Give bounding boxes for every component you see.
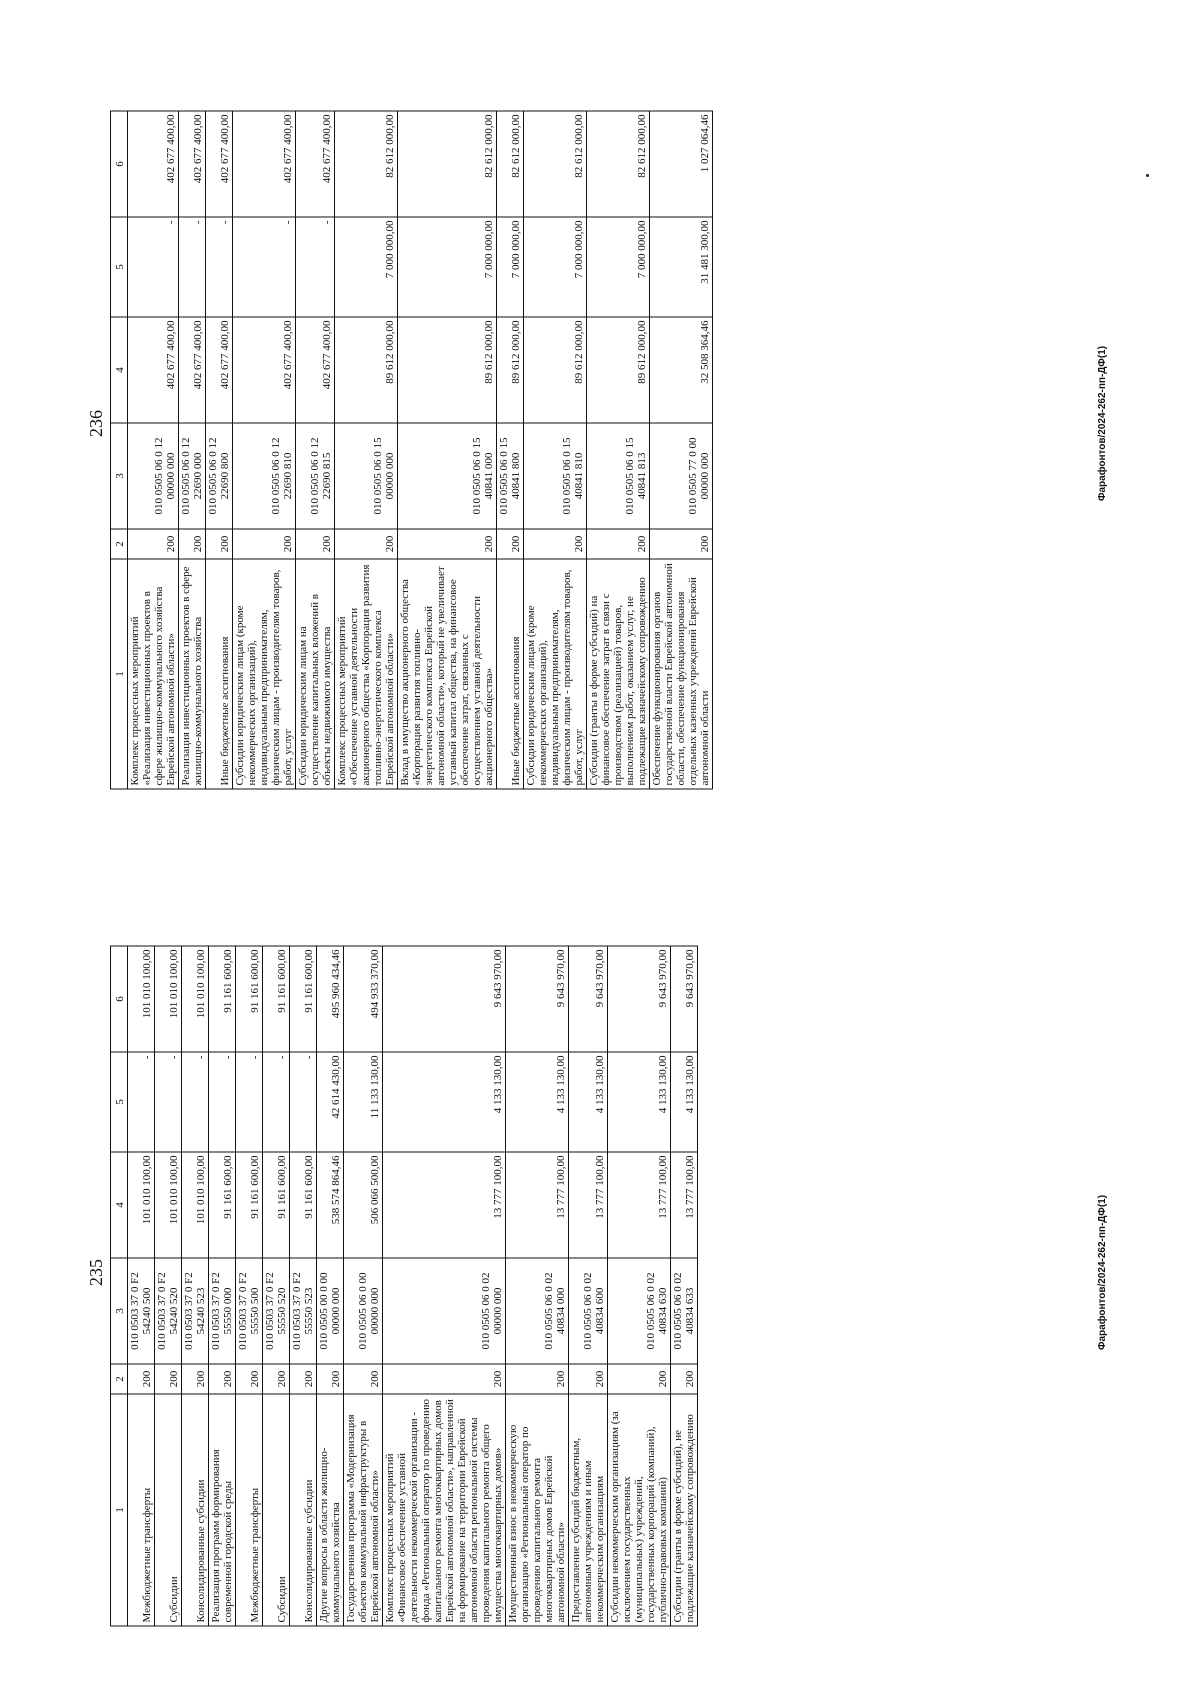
row-code-cell: 200 [263, 1364, 290, 1394]
row-code-cell: 200 [182, 1364, 209, 1394]
table-row [209, 946, 236, 1626]
col-header: 3 [111, 1258, 128, 1364]
row-csr-cell: 010 0505 06 0 15 40841 810 [524, 423, 587, 529]
row-code-cell: 200 [650, 529, 713, 559]
row-csr-cell: 010 0505 06 0 15 40841 000 [398, 423, 497, 529]
row-value-col6: 101 010 100,00 [182, 946, 209, 1052]
row-value-col6: 82 612 000,00 [398, 111, 497, 217]
row-value-col5: - [233, 217, 296, 317]
row-value-col4: 89 612 000,00 [524, 317, 587, 423]
row-name-cell: Субсидии (гранты в форме субсидий) на финансовое обеспечение затрат в связи с производством (реализацией) товаров, выполнением работ, оказанием услуг, не подлежащие казначейскому сопровождению [587, 559, 650, 789]
row-name-cell: Реализация инвестиционных проектов в сфере жилищно-коммунального хозяйства [179, 559, 206, 789]
row-code-cell: 200 [335, 529, 398, 559]
row-value-col5: - [155, 1052, 182, 1152]
row-name-cell: Вклад в имущество акционерного общества «Корпорация развития топливно-энергетического комплекса Еврейской автономной области», который не увеличивает уставный капитал общества, на финансовое обеспечение затрат, связанных с осуществлением уставной деятельности акционерного общества» [398, 559, 497, 789]
row-value-col4: 32 508 364,46 [650, 317, 713, 423]
row-name-cell: Межбюджетные трансферты [236, 1394, 263, 1626]
row-value-col6: 91 161 600,00 [263, 946, 290, 1052]
row-value-col5: - [296, 217, 335, 317]
table-row [524, 111, 587, 789]
row-value-col5: - [209, 1052, 236, 1152]
row-value-col4: 538 574 864,46 [317, 1152, 344, 1258]
col-header: 6 [111, 111, 128, 217]
row-csr-cell: 010 0505 06 0 12 22690 000 [179, 423, 206, 529]
row-name-cell: Реализация программ формирования современной городской среды [209, 1394, 236, 1626]
row-value-col5: 7 000 000,00 [398, 217, 497, 317]
col-header: 3 [111, 423, 128, 529]
row-value-col4: 89 612 000,00 [587, 317, 650, 423]
row-value-col6: 402 677 400,00 [296, 111, 335, 217]
row-value-col6: 402 677 400,00 [233, 111, 296, 217]
row-name-cell: Комплекс процессных мероприятий «Обеспечение уставной деятельности акционерного общества «Корпорация развития топливно-энергетического комплекса Еврейской автономной области» [335, 559, 398, 789]
row-value-col6: 91 161 600,00 [209, 946, 236, 1052]
row-value-col4: 101 010 100,00 [128, 1152, 155, 1258]
row-csr-cell: 010 0503 37 0 F2 55550 500 [236, 1258, 263, 1364]
row-code-cell: 200 [233, 529, 296, 559]
row-value-col6: 402 677 400,00 [179, 111, 206, 217]
row-value-col6: 402 677 400,00 [128, 111, 179, 217]
row-value-col5: - [182, 1052, 209, 1152]
row-name-cell: Субсидии (гранты в форме субсидий), не подлежащие казначейскому сопровождению [671, 1394, 698, 1626]
row-code-cell: 200 [587, 529, 650, 559]
row-csr-cell: 010 0505 06 0 15 00000 000 [335, 423, 398, 529]
row-csr-cell: 010 0505 06 0 12 22690 815 [296, 423, 335, 529]
row-value-col4: 506 066 500,00 [344, 1152, 383, 1258]
footer-doc-id: Фарафонтов/2024-262-пп-ДФ(1) [1097, 345, 1108, 502]
row-code-cell: 200 [179, 529, 206, 559]
row-value-col4: 89 612 000,00 [497, 317, 524, 423]
row-value-col4: 89 612 000,00 [398, 317, 497, 423]
table-row [344, 946, 383, 1626]
page-235 [0, 849, 1200, 1697]
row-value-col6: 402 677 400,00 [206, 111, 233, 217]
row-csr-cell: 010 0505 00 0 00 00000 000 [317, 1258, 344, 1364]
row-value-col6: 9 643 970,00 [569, 946, 608, 1052]
row-csr-cell: 010 0503 37 0 F2 55550 000 [209, 1258, 236, 1364]
row-value-col6: 9 643 970,00 [608, 946, 671, 1052]
page-number: 235 [86, 1259, 106, 1286]
table-row [335, 111, 398, 789]
row-value-col6: 82 612 000,00 [524, 111, 587, 217]
col-header: 2 [111, 529, 128, 559]
page-236 [0, 0, 1200, 848]
row-value-col5: 11 133 130,00 [344, 1052, 383, 1152]
table-row [650, 111, 713, 789]
row-value-col5: - [128, 1052, 155, 1152]
row-value-col6: 494 933 370,00 [344, 946, 383, 1052]
row-code-cell: 200 [296, 529, 335, 559]
row-value-col4: 91 161 600,00 [263, 1152, 290, 1258]
row-value-col5: - [179, 217, 206, 317]
row-code-cell: 200 [671, 1364, 698, 1394]
table-body [128, 111, 713, 789]
header-row [111, 111, 128, 789]
row-csr-cell: 010 0505 06 0 02 40834 600 [569, 1258, 608, 1364]
row-csr-cell: 010 0503 37 0 F2 54240 523 [182, 1258, 209, 1364]
row-csr-cell: 010 0505 77 0 00 00000 000 [650, 423, 713, 529]
row-value-col5: 7 000 000,00 [497, 217, 524, 317]
row-value-col4: 402 677 400,00 [179, 317, 206, 423]
table-row [506, 946, 569, 1626]
row-value-col5: - [236, 1052, 263, 1152]
table-row [587, 111, 650, 789]
row-name-cell: Иные бюджетные ассигнования [206, 559, 233, 789]
row-code-cell: 200 [128, 1364, 155, 1394]
table-row [296, 111, 335, 789]
row-value-col5: - [206, 217, 233, 317]
row-name-cell: Субсидии юридическим лицам (кроме некоммерческих организаций), индивидуальным предпринимателям, физическим лицам - производителям товаров, работ, услуг [524, 559, 587, 789]
row-code-cell: 200 [155, 1364, 182, 1394]
page-number: 236 [86, 410, 106, 437]
row-value-col6: 82 612 000,00 [587, 111, 650, 217]
row-csr-cell: 010 0505 06 0 00 00000 000 [344, 1258, 383, 1364]
row-value-col5: 4 133 130,00 [383, 1052, 506, 1152]
table-row [128, 111, 179, 789]
row-value-col5: 7 000 000,00 [587, 217, 650, 317]
row-value-col6: 82 612 000,00 [335, 111, 398, 217]
row-csr-cell: 010 0503 37 0 F2 54240 520 [155, 1258, 182, 1364]
budget-table [110, 946, 698, 1627]
row-code-cell: 200 [128, 529, 179, 559]
row-value-col5: 4 133 130,00 [671, 1052, 698, 1152]
scan-speck [1146, 174, 1149, 177]
row-name-cell: Имущественный взнос в некоммерческую организацию «Региональный оператор по проведению капитального ремонта многоквартирных домов Еврейской автономной области» [506, 1394, 569, 1626]
row-value-col4: 89 612 000,00 [335, 317, 398, 423]
row-name-cell: Субсидии [155, 1394, 182, 1626]
row-value-col5: 7 000 000,00 [335, 217, 398, 317]
col-header: 5 [111, 217, 128, 317]
row-name-cell: Консолидированные субсидии [290, 1394, 317, 1626]
row-value-col4: 101 010 100,00 [182, 1152, 209, 1258]
row-name-cell: Консолидированные субсидии [182, 1394, 209, 1626]
table-row [497, 111, 524, 789]
col-header: 1 [111, 559, 128, 789]
col-header: 4 [111, 317, 128, 423]
row-csr-cell: 010 0505 06 0 12 00000 000 [128, 423, 179, 529]
table-row [671, 946, 698, 1626]
row-value-col5: - [128, 217, 179, 317]
row-csr-cell: 010 0505 06 0 15 40841 800 [497, 423, 524, 529]
row-csr-cell: 010 0505 06 0 02 40834 000 [506, 1258, 569, 1364]
row-value-col5: 31 481 300,00 [650, 217, 713, 317]
row-value-col6: 101 010 100,00 [128, 946, 155, 1052]
col-header: 1 [111, 1394, 128, 1626]
col-header: 6 [111, 946, 128, 1052]
row-code-cell: 200 [608, 1364, 671, 1394]
row-csr-cell: 010 0503 37 0 F2 55550 523 [290, 1258, 317, 1364]
table-row [206, 111, 233, 789]
row-name-cell: Субсидии [263, 1394, 290, 1626]
row-value-col6: 9 643 970,00 [383, 946, 506, 1052]
row-code-cell: 200 [569, 1364, 608, 1394]
row-csr-cell: 010 0505 06 0 02 00000 000 [383, 1258, 506, 1364]
row-value-col6: 101 010 100,00 [155, 946, 182, 1052]
row-value-col4: 402 677 400,00 [128, 317, 179, 423]
table-row [155, 946, 182, 1626]
row-value-col4: 402 677 400,00 [206, 317, 233, 423]
row-value-col4: 91 161 600,00 [209, 1152, 236, 1258]
table-body [128, 946, 698, 1626]
row-value-col4: 402 677 400,00 [296, 317, 335, 423]
table-row [233, 111, 296, 789]
table-row [317, 946, 344, 1626]
row-value-col4: 13 777 100,00 [569, 1152, 608, 1258]
row-csr-cell: 010 0505 06 0 02 40834 633 [671, 1258, 698, 1364]
budget-table [110, 111, 713, 790]
row-csr-cell: 010 0505 06 0 15 40841 813 [587, 423, 650, 529]
row-value-col6: 1 027 064,46 [650, 111, 713, 217]
row-value-col4: 13 777 100,00 [671, 1152, 698, 1258]
row-name-cell: Субсидии юридическим лицам (кроме некоммерческих организаций), индивидуальным предпринимателям, физическим лицам - производителям товаров, работ, услуг [233, 559, 296, 789]
row-value-col4: 13 777 100,00 [608, 1152, 671, 1258]
row-code-cell: 200 [524, 529, 587, 559]
row-value-col5: - [290, 1052, 317, 1152]
row-code-cell: 200 [290, 1364, 317, 1394]
header-row [111, 946, 128, 1626]
row-value-col4: 91 161 600,00 [290, 1152, 317, 1258]
row-csr-cell: 010 0503 37 0 F2 54240 500 [128, 1258, 155, 1364]
row-value-col4: 91 161 600,00 [236, 1152, 263, 1258]
row-value-col6: 91 161 600,00 [236, 946, 263, 1052]
table-row [569, 946, 608, 1626]
row-value-col5: 7 000 000,00 [524, 217, 587, 317]
row-value-col6: 495 960 434,46 [317, 946, 344, 1052]
col-header: 4 [111, 1152, 128, 1258]
row-name-cell: Обеспечение функционирования органов государственной власти Еврейской автономной области, обеспечение функционирования отдельных казенных учреждений Еврейской автономной области [650, 559, 713, 789]
table-row [236, 946, 263, 1626]
table-row [128, 946, 155, 1626]
row-value-col5: 4 133 130,00 [569, 1052, 608, 1152]
row-code-cell: 200 [344, 1364, 383, 1394]
row-name-cell: Иные бюджетные ассигнования [497, 559, 524, 789]
row-csr-cell: 010 0505 06 0 12 22690 810 [233, 423, 296, 529]
footer-doc-id: Фарафонтов/2024-262-пп-ДФ(1) [1097, 1194, 1108, 1351]
row-code-cell: 200 [209, 1364, 236, 1394]
table-row [383, 946, 506, 1626]
row-name-cell: Субсидии юридическим лицам на осуществление капитальных вложений в объекты недвижимого имущества [296, 559, 335, 789]
row-csr-cell: 010 0503 37 0 F2 55550 520 [263, 1258, 290, 1364]
row-code-cell: 200 [317, 1364, 344, 1394]
row-name-cell: Комплекс процессных мероприятий «Реализация инвестиционных проектов в сфере жилищно-коммунального хозяйства Еврейской автономной области» [128, 559, 179, 789]
row-value-col6: 82 612 000,00 [497, 111, 524, 217]
row-code-cell: 200 [383, 1364, 506, 1394]
table-row [290, 946, 317, 1626]
row-code-cell: 200 [206, 529, 233, 559]
row-code-cell: 200 [398, 529, 497, 559]
row-value-col5: 4 133 130,00 [608, 1052, 671, 1152]
row-value-col5: 42 614 430,00 [317, 1052, 344, 1152]
row-csr-cell: 010 0505 06 0 12 22690 800 [206, 423, 233, 529]
row-value-col4: 13 777 100,00 [506, 1152, 569, 1258]
table-row [398, 111, 497, 789]
row-value-col6: 9 643 970,00 [506, 946, 569, 1052]
row-value-col6: 91 161 600,00 [290, 946, 317, 1052]
row-code-cell: 200 [506, 1364, 569, 1394]
table-row [179, 111, 206, 789]
row-code-cell: 200 [497, 529, 524, 559]
row-name-cell: Предоставление субсидий бюджетным, автономным учреждениям и иным некоммерческим организациям [569, 1394, 608, 1626]
row-name-cell: Межбюджетные трансферты [128, 1394, 155, 1626]
row-name-cell: Государственная программа «Модернизация объектов коммунальной инфраструктуры в Еврейской автономной области» [344, 1394, 383, 1626]
row-name-cell: Другие вопросы в области жилищно-коммунального хозяйства [317, 1394, 344, 1626]
row-value-col6: 9 643 970,00 [671, 946, 698, 1052]
row-name-cell: Комплекс процессных мероприятий «Финансовое обеспечение уставной деятельности некоммерческой организации - фонда «Региональный оператор по проведению капитального ремонта многоквартирных домов Еврейской автономной области», направленной на формирование на территории Еврейской автономной области региональной системы проведения капитального ремонта общего имущества многоквартирных домов» [383, 1394, 506, 1626]
col-header: 5 [111, 1052, 128, 1152]
row-value-col5: - [263, 1052, 290, 1152]
row-value-col4: 402 677 400,00 [233, 317, 296, 423]
col-header: 2 [111, 1364, 128, 1394]
table-row [182, 946, 209, 1626]
row-code-cell: 200 [236, 1364, 263, 1394]
row-csr-cell: 010 0505 06 0 02 40834 630 [608, 1258, 671, 1364]
row-value-col4: 101 010 100,00 [155, 1152, 182, 1258]
row-name-cell: Субсидии некоммерческим организациям (за исключением государственных (муниципальных) учреждений, государственных корпораций (компаний), публично-правовых компаний) [608, 1394, 671, 1626]
table-row [263, 946, 290, 1626]
row-value-col4: 13 777 100,00 [383, 1152, 506, 1258]
table-row [608, 946, 671, 1626]
row-value-col5: 4 133 130,00 [506, 1052, 569, 1152]
